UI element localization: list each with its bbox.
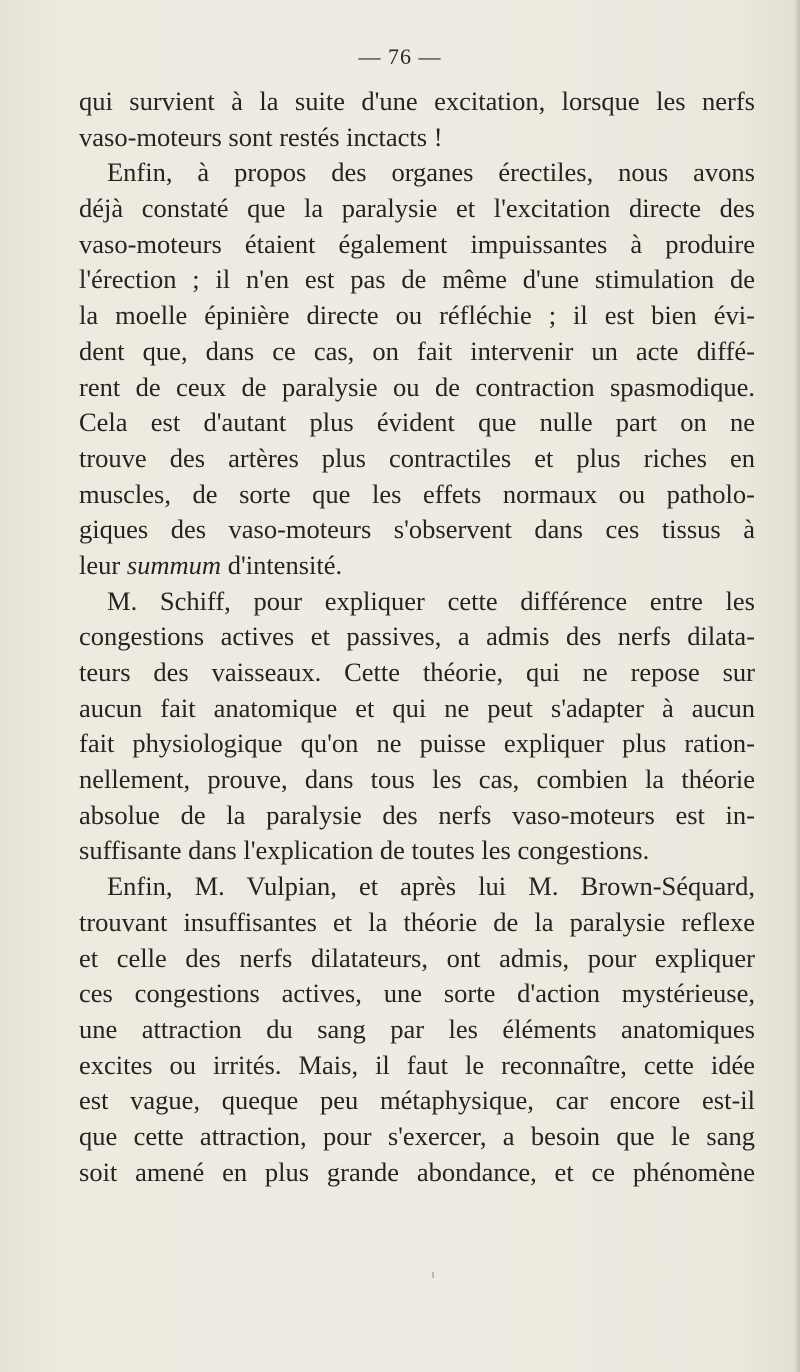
text-line: est vague, queque peu métaphysique, car encore est-il (79, 1085, 755, 1116)
text-line: trouve des artères plus contractiles et plus riches en (79, 442, 755, 473)
text-line: qui survient à la suite d'une excitation, lorsque les nerfs (79, 86, 755, 116)
text-line: aucun fait anatomique et qui ne peut s'adapter à aucun (79, 692, 755, 723)
paragraph-start-line: Enfin, M. Vulpian, et après lui M. Brown-Séquard, (107, 871, 755, 902)
text-line: trouvant insuffisantes et la théorie de la paralysie reflexe (79, 906, 755, 937)
text-line: suffisante dans l'explication de toutes les congestions. (79, 835, 650, 866)
page-edge-shadow (794, 0, 800, 1372)
text-line: déjà constaté que la paralysie et l'excitation directe des (79, 193, 755, 224)
text-line: la moelle épinière directe ou réfléchie ; il est bien évi- (79, 300, 755, 331)
paper-speck (432, 1272, 434, 1278)
text-line: ces congestions actives, une sorte d'action mystérieuse, (79, 978, 755, 1009)
text-line: soit amené en plus grande abondance, et ce phénomène (79, 1156, 755, 1187)
text-line: excites ou irrités. Mais, il faut le reconnaître, cette idée (79, 1049, 755, 1080)
text-line: giques des vaso-moteurs s'observent dans ces tissus à (79, 514, 755, 545)
text-line: Cela est d'autant plus évident que nulle part on ne (79, 407, 755, 438)
italic-term: summum (126, 549, 222, 580)
text-line: muscles, de sorte que les effets normaux ou patholo- (79, 478, 755, 509)
body-text (79, 84, 755, 1190)
paragraph-start-line: Enfin, à propos des organes érectiles, nous avons (107, 157, 755, 188)
page-number: — 76 — (358, 44, 442, 69)
text-line: absolue de la paralysie des nerfs vaso-moteurs est in- (79, 799, 755, 830)
text-line: que cette attraction, pour s'exercer, a besoin que le sang (79, 1120, 755, 1151)
text-line: congestions actives et passives, a admis des nerfs dilata- (79, 621, 755, 652)
text-line: fait physiologique qu'on ne puisse expliquer plus ration- (79, 728, 755, 759)
text-line: une attraction du sang par les éléments anatomiques (79, 1013, 755, 1044)
text-line: rent de ceux de paralysie ou de contraction spasmodique. (79, 371, 755, 402)
text-line: dent que, dans ce cas, on fait intervenir un acte diffé- (79, 335, 755, 366)
text-line: nellement, prouve, dans tous les cas, combien la théorie (79, 764, 755, 795)
text-line: l'érection ; il n'en est pas de même d'une stimulation de (79, 264, 755, 295)
text-line: et celle des nerfs dilatateurs, ont admis, pour expliquer (79, 942, 755, 973)
text-line: vaso-moteurs étaient également impuissantes à produire (79, 228, 755, 259)
text-line: teurs des vaisseaux. Cette théorie, qui ne repose sur (79, 657, 755, 687)
text-line: vaso-moteurs sont restés inctacts ! (79, 121, 443, 152)
text-line: leur summum d'intensité. (79, 549, 343, 580)
paragraph-start-line: M. Schiff, pour expliquer cette différence entre les (107, 585, 755, 616)
